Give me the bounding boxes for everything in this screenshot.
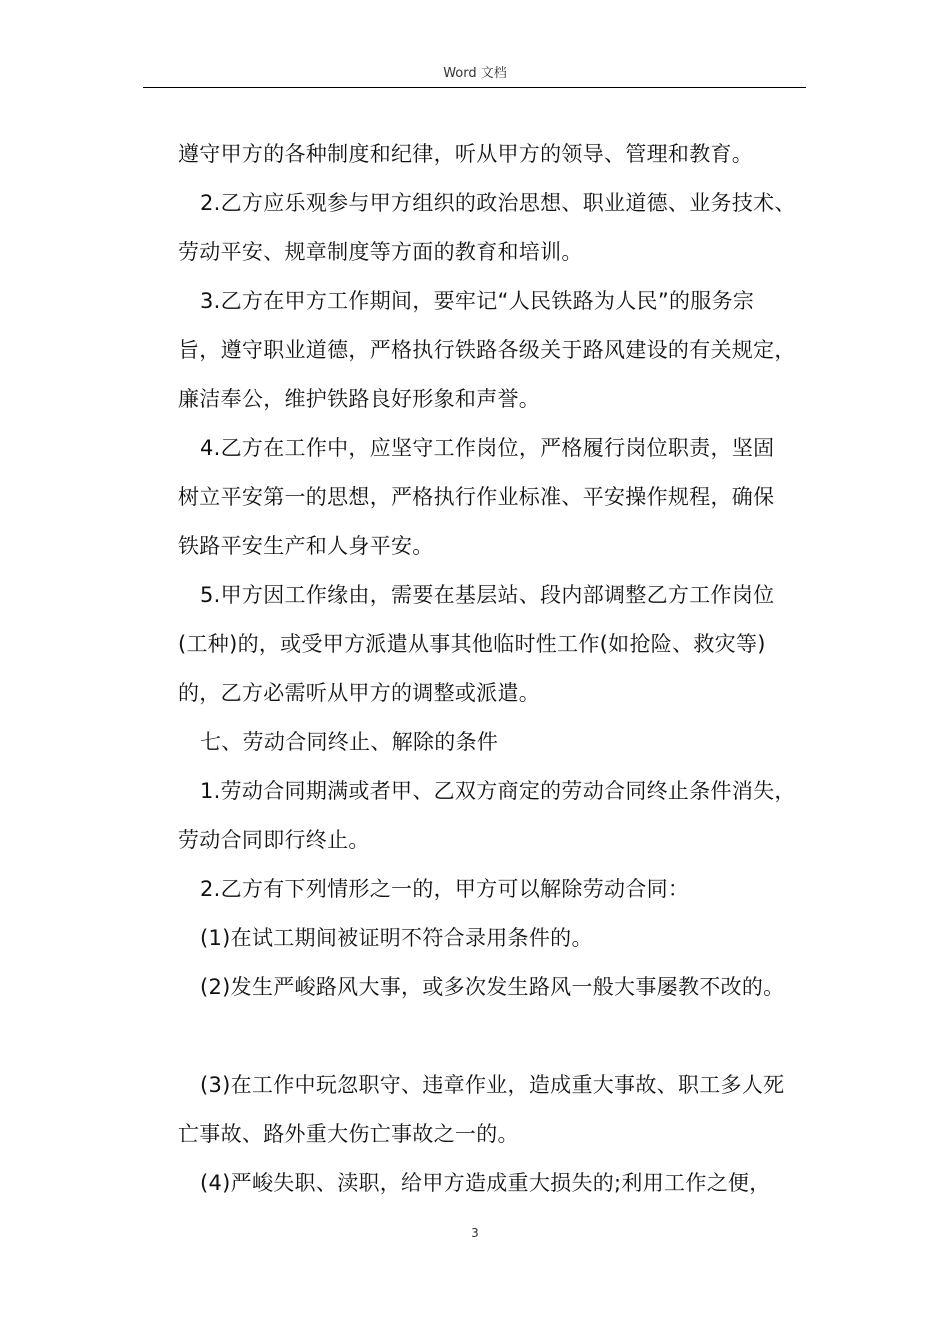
paragraph-gap: [178, 1012, 818, 1061]
text-line: 劳动合同即行终止。: [178, 828, 370, 852]
text-line: (3)在工作中玩忽职守、违章作业，造成重大事故、职工多人死: [200, 1073, 785, 1097]
text-line: 亡事故、路外重大伤亡事故之一的。: [178, 1122, 519, 1146]
header-divider: [143, 87, 806, 88]
text-line: 铁路平安生产和人身平安。: [178, 534, 434, 558]
text-line: (工种)的，或受甲方派遣从事其他临时性工作(如抢险、救灾等): [178, 632, 766, 656]
text-line: 2.乙方有下列情形之一的，甲方可以解除劳动合同：: [200, 877, 690, 901]
document-body: [178, 130, 818, 1208]
text-line: (1)在试工期间被证明不符合录用条件的。: [200, 926, 593, 950]
page-number: 3: [471, 1226, 479, 1240]
text-line: 5.甲方因工作缘由，需要在基层站、段内部调整乙方工作岗位: [200, 583, 775, 607]
page-header: [0, 66, 950, 82]
text-line: 劳动平安、规章制度等方面的教育和培训。: [178, 240, 583, 264]
text-line: 廉洁奉公，维护铁路良好形象和声誉。: [178, 387, 541, 411]
text-line: 树立平安第一的思想，严格执行作业标准、平安操作规程，确保: [178, 485, 775, 509]
text-line: 遵守甲方的各种制度和纪律，听从甲方的领导、管理和教育。: [178, 142, 754, 166]
text-line: 1.劳动合同期满或者甲、乙双方商定的劳动合同终止条件消失，: [200, 779, 796, 803]
header-title: Word 文档: [443, 66, 507, 81]
text-line: 2.乙方应乐观参与甲方组织的政治思想、职业道德、业务技术、: [200, 191, 796, 215]
text-line: 3.乙方在甲方工作期间，要牢记“人民铁路为人民”的服务宗: [200, 289, 755, 313]
text-line: 4.乙方在工作中，应坚守工作岗位，严格履行岗位职责，坚固: [200, 436, 775, 460]
section-heading: 七、劳动合同终止、解除的条件: [200, 730, 499, 754]
text-line: 旨，遵守职业道德，严格执行铁路各级关于路风建设的有关规定，: [178, 338, 796, 362]
text-line: 的，乙方必需听从甲方的调整或派遣。: [178, 681, 541, 705]
text-line: (4)严峻失职、渎职，给甲方造成重大损失的;利用工作之便，: [200, 1171, 771, 1195]
page-footer: [0, 1226, 950, 1240]
text-line: (2)发生严峻路风大事，或多次发生路风一般大事屡教不改的。: [200, 975, 785, 999]
